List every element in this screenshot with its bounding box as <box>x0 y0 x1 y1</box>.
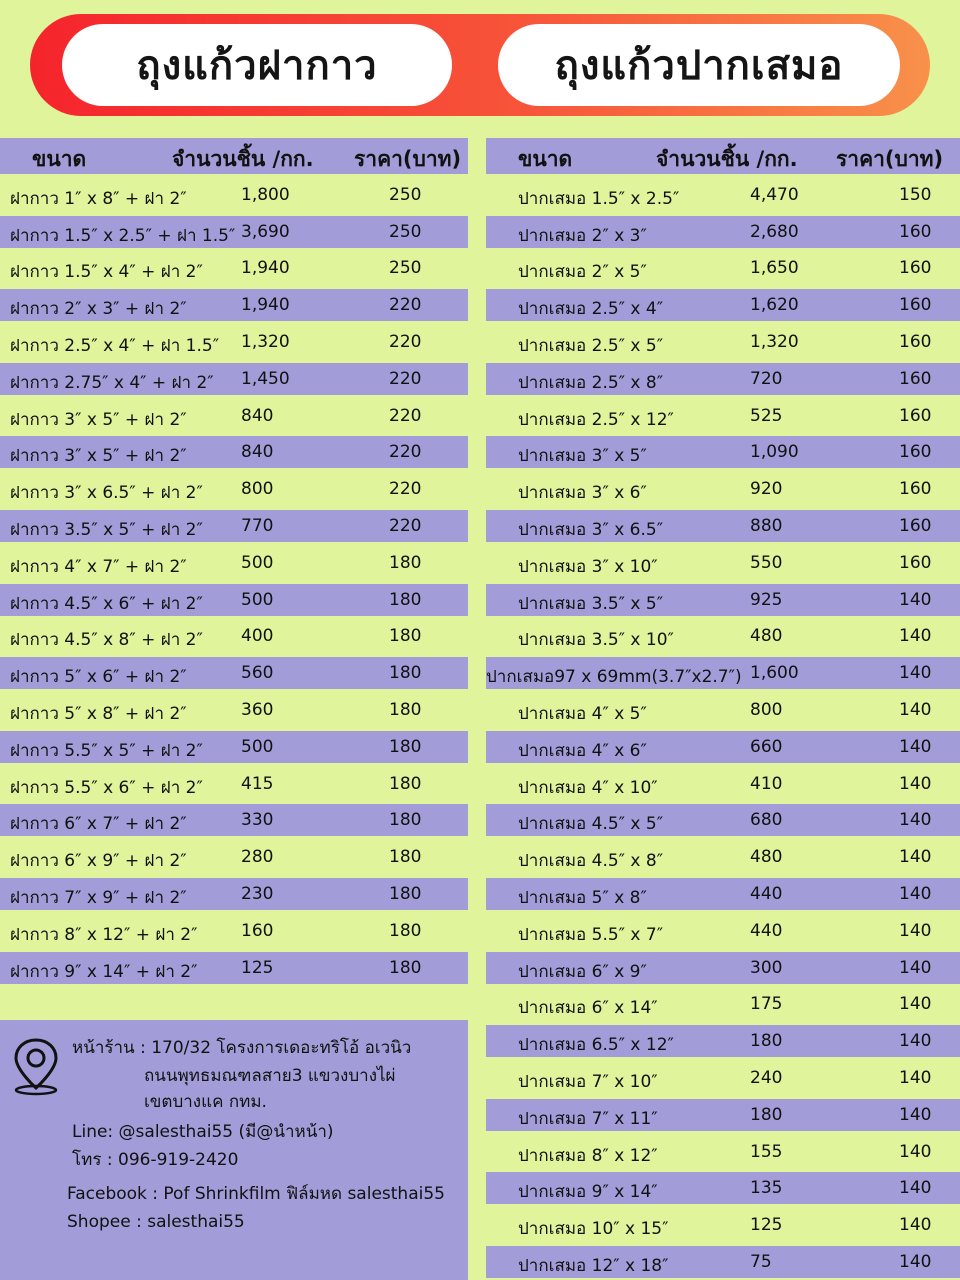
table-row <box>486 400 960 432</box>
cell-size: ฝากาว 5.5″ x 6″ + ฝา 2″ <box>10 777 203 798</box>
cell-size: ปากเสมอ 8″ x 12″ <box>518 1145 658 1166</box>
cell-price: 140 <box>899 1178 932 1199</box>
cell-size: ปากเสมอ 4.5″ x 5″ <box>518 814 664 835</box>
cell-qty: 1,800 <box>241 184 290 205</box>
cell-size: ปากเสมอ 4.5″ x 8″ <box>518 851 664 872</box>
table-row <box>0 620 468 652</box>
cell-size: ปากเสมอ 6″ x 14″ <box>518 998 658 1019</box>
cell-price: 160 <box>899 368 932 389</box>
cell-qty: 175 <box>750 994 783 1015</box>
cell-price: 140 <box>899 994 932 1015</box>
cell-qty: 1,320 <box>750 331 799 352</box>
cell-size: ปากเสมอ 12″ x 18″ <box>518 1255 669 1276</box>
cell-qty: 1,940 <box>241 295 290 316</box>
cell-price: 140 <box>899 1215 932 1236</box>
cell-size: ปากเสมอ 3″ x 5″ <box>518 446 647 467</box>
shopee-shop: Shopee : salesthai55 <box>67 1212 245 1232</box>
cell-qty: 1,940 <box>241 258 290 279</box>
cell-qty: 400 <box>241 626 274 647</box>
table-row <box>486 1246 960 1278</box>
cell-size: ปากเสมอ 7″ x 10″ <box>518 1071 658 1092</box>
cell-price: 140 <box>899 1141 932 1162</box>
cell-qty: 560 <box>241 663 274 684</box>
cell-price: 140 <box>899 810 932 831</box>
cell-price: 180 <box>389 736 422 757</box>
cell-price: 160 <box>899 515 932 536</box>
table-row <box>0 584 468 616</box>
title-flat-open-bags: ถุงแก้วปากเสมอ <box>498 24 900 106</box>
table-row <box>0 694 468 726</box>
cell-price: 160 <box>899 552 932 573</box>
cell-size: ปากเสมอ 4″ x 10″ <box>518 777 658 798</box>
table-row <box>0 915 468 947</box>
cell-size: ฝากาว 5.5″ x 5″ + ฝา 2″ <box>10 740 203 761</box>
cell-price: 220 <box>389 331 422 352</box>
cell-size: ปากเสมอ 1.5″ x 2.5″ <box>518 188 680 209</box>
cell-size: ปากเสมอ 2.5″ x 12″ <box>518 409 674 430</box>
header-price: ราคา(บาท) <box>836 147 944 171</box>
cell-qty: 880 <box>750 515 783 536</box>
cell-price: 160 <box>899 331 932 352</box>
cell-qty: 1,600 <box>750 663 799 684</box>
table-row <box>486 510 960 542</box>
cell-price: 180 <box>389 847 422 868</box>
line-id: Line: @salesthai55 (มี@นำหน้า) <box>72 1122 334 1142</box>
cell-price: 140 <box>899 736 932 757</box>
cell-price: 160 <box>899 479 932 500</box>
table-row <box>486 1025 960 1057</box>
table-row <box>486 1062 960 1094</box>
cell-qty: 1,320 <box>241 331 290 352</box>
cell-qty: 500 <box>241 552 274 573</box>
header-qty: จำนวนชิ้น /กก. <box>172 147 314 171</box>
cell-size: ปากเสมอ 5″ x 8″ <box>518 887 647 908</box>
flat-open-price-table <box>486 138 960 1278</box>
table-row <box>486 473 960 505</box>
cell-qty: 75 <box>750 1251 772 1272</box>
cell-price: 180 <box>389 920 422 941</box>
cell-size: ปากเสมอ 5.5″ x 7″ <box>518 924 664 945</box>
store-address-line-3: เขตบางแค กทม. <box>144 1092 267 1112</box>
table-row <box>486 584 960 616</box>
table-row <box>486 620 960 652</box>
cell-price: 140 <box>899 1067 932 1088</box>
cell-size: ปากเสมอ 2.5″ x 8″ <box>518 372 664 393</box>
cell-price: 160 <box>899 221 932 242</box>
cell-price: 160 <box>899 258 932 279</box>
table-row <box>486 252 960 284</box>
cell-qty: 230 <box>241 883 274 904</box>
cell-price: 140 <box>899 589 932 610</box>
table-row <box>486 731 960 763</box>
cell-price: 180 <box>389 699 422 720</box>
facebook-page: Facebook : Pof Shrinkfilm ฟิล์มหด salesthai55 <box>67 1184 445 1204</box>
cell-qty: 415 <box>241 773 274 794</box>
header-size: ขนาด <box>32 147 87 171</box>
table-row <box>486 694 960 726</box>
cell-qty: 720 <box>750 368 783 389</box>
cell-size: ฝากาว 1.5″ x 2.5″ + ฝา 1.5″ <box>10 225 236 246</box>
table-row <box>0 363 468 395</box>
cell-qty: 2,680 <box>750 221 799 242</box>
cell-size: ปากเสมอ 9″ x 14″ <box>518 1182 658 1203</box>
table-header <box>486 138 960 174</box>
cell-qty: 800 <box>750 699 783 720</box>
cell-size: ปากเสมอ 4″ x 6″ <box>518 740 647 761</box>
cell-price: 140 <box>899 920 932 941</box>
cell-qty: 680 <box>750 810 783 831</box>
location-pin-icon <box>10 1036 62 1096</box>
table-row <box>0 436 468 468</box>
cell-size: ปากเสมอ 3.5″ x 5″ <box>518 593 664 614</box>
cell-price: 180 <box>389 626 422 647</box>
table-row <box>486 1209 960 1241</box>
cell-qty: 660 <box>750 736 783 757</box>
cell-qty: 410 <box>750 773 783 794</box>
cell-size: ฝากาว 2″ x 3″ + ฝา 2″ <box>10 299 187 320</box>
table-row <box>486 841 960 873</box>
cell-price: 140 <box>899 883 932 904</box>
cell-size: ปากเสมอ 4″ x 5″ <box>518 703 647 724</box>
cell-price: 220 <box>389 295 422 316</box>
table-row <box>0 510 468 542</box>
cell-price: 150 <box>899 184 932 205</box>
cell-price: 250 <box>389 184 422 205</box>
table-row <box>0 731 468 763</box>
cell-price: 250 <box>389 258 422 279</box>
table-row <box>486 363 960 395</box>
table-row <box>486 289 960 321</box>
cell-size: ฝากาว 5″ x 6″ + ฝา 2″ <box>10 667 187 688</box>
title-banner <box>30 14 930 116</box>
cell-size: ปากเสมอ 3″ x 6″ <box>518 483 647 504</box>
store-address-line-2: ถนนพุทธมณฑลสาย3 แขวงบางไผ่ <box>144 1066 396 1086</box>
cell-qty: 480 <box>750 847 783 868</box>
table-row <box>0 252 468 284</box>
cell-size: ปากเสมอ 2″ x 3″ <box>518 225 647 246</box>
cell-size: ฝากาว 2.75″ x 4″ + ฝา 2″ <box>10 372 214 393</box>
cell-price: 180 <box>389 663 422 684</box>
cell-price: 220 <box>389 479 422 500</box>
cell-qty: 125 <box>750 1215 783 1236</box>
cell-qty: 1,650 <box>750 258 799 279</box>
cell-size: ฝากาว 5″ x 8″ + ฝา 2″ <box>10 703 187 724</box>
cell-size: ฝากาว 8″ x 12″ + ฝา 2″ <box>10 924 198 945</box>
table-row <box>486 1136 960 1168</box>
cell-qty: 240 <box>750 1067 783 1088</box>
cell-qty: 4,470 <box>750 184 799 205</box>
cell-size: ปากเสมอ 6″ x 9″ <box>518 961 647 982</box>
cell-price: 250 <box>389 221 422 242</box>
cell-size: ฝากาว 3″ x 5″ + ฝา 2″ <box>10 446 187 467</box>
table-row <box>486 547 960 579</box>
cell-size: ปากเสมอ 2″ x 5″ <box>518 262 647 283</box>
cell-size: ปากเสมอ 10″ x 15″ <box>518 1219 669 1240</box>
table-row <box>486 768 960 800</box>
table-row <box>0 326 468 358</box>
contact-panel <box>0 1020 468 1280</box>
table-row <box>0 179 468 211</box>
cell-qty: 280 <box>241 847 274 868</box>
cell-qty: 800 <box>241 479 274 500</box>
cell-size: ฝากาว 3″ x 6.5″ + ฝา 2″ <box>10 483 203 504</box>
cell-price: 220 <box>389 405 422 426</box>
cell-qty: 180 <box>750 1104 783 1125</box>
header-size: ขนาด <box>518 147 573 171</box>
cell-qty: 155 <box>750 1141 783 1162</box>
cell-price: 160 <box>899 442 932 463</box>
cell-size: ฝากาว 6″ x 7″ + ฝา 2″ <box>10 814 187 835</box>
cell-qty: 330 <box>241 810 274 831</box>
cell-size: ฝากาว 1.5″ x 4″ + ฝา 2″ <box>10 262 203 283</box>
table-row <box>0 400 468 432</box>
cell-size: ฝากาว 4″ x 7″ + ฝา 2″ <box>10 556 187 577</box>
cell-price: 140 <box>899 626 932 647</box>
header-qty: จำนวนชิ้น /กก. <box>656 147 798 171</box>
cell-qty: 920 <box>750 479 783 500</box>
cell-price: 220 <box>389 442 422 463</box>
cell-price: 220 <box>389 515 422 536</box>
cell-size: ฝากาว 3.5″ x 5″ + ฝา 2″ <box>10 519 203 540</box>
cell-price: 180 <box>389 773 422 794</box>
cell-price: 140 <box>899 1251 932 1272</box>
cell-size: ฝากาว 2.5″ x 4″ + ฝา 1.5″ <box>10 335 220 356</box>
title-glue-flap-bags: ถุงแก้วฝากาว <box>62 24 452 106</box>
cell-size: ปากเสมอ 3″ x 10″ <box>518 556 658 577</box>
cell-size: ปากเสมอ 6.5″ x 12″ <box>518 1035 674 1056</box>
table-row <box>486 1172 960 1204</box>
cell-qty: 135 <box>750 1178 783 1199</box>
phone-number: โทร : 096-919-2420 <box>72 1150 239 1170</box>
cell-price: 140 <box>899 847 932 868</box>
table-row <box>486 952 960 984</box>
cell-price: 140 <box>899 773 932 794</box>
cell-size: ฝากาว 4.5″ x 6″ + ฝา 2″ <box>10 593 203 614</box>
cell-qty: 1,450 <box>241 368 290 389</box>
cell-qty: 1,090 <box>750 442 799 463</box>
cell-price: 160 <box>899 295 932 316</box>
cell-price: 180 <box>389 589 422 610</box>
glue-flap-price-table <box>0 138 468 984</box>
cell-price: 180 <box>389 883 422 904</box>
cell-size: ฝากาว 4.5″ x 8″ + ฝา 2″ <box>10 630 203 651</box>
cell-size: ฝากาว 7″ x 9″ + ฝา 2″ <box>10 887 187 908</box>
table-row <box>0 878 468 910</box>
cell-qty: 440 <box>750 920 783 941</box>
cell-qty: 440 <box>750 883 783 904</box>
table-row <box>0 289 468 321</box>
cell-qty: 925 <box>750 589 783 610</box>
cell-qty: 525 <box>750 405 783 426</box>
cell-size: ปากเสมอ97 x 69mm(3.7″x2.7″) <box>486 667 742 688</box>
cell-size: ปากเสมอ 2.5″ x 5″ <box>518 335 664 356</box>
cell-price: 180 <box>389 957 422 978</box>
store-address-line-1: หน้าร้าน : 170/32 โครงการเดอะทริโอ้ อเวนิว <box>72 1038 412 1058</box>
table-row <box>0 804 468 836</box>
table-row <box>486 988 960 1020</box>
cell-qty: 300 <box>750 957 783 978</box>
cell-qty: 160 <box>241 920 274 941</box>
cell-price: 180 <box>389 552 422 573</box>
cell-price: 140 <box>899 957 932 978</box>
cell-qty: 1,620 <box>750 295 799 316</box>
table-header <box>0 138 468 174</box>
cell-qty: 770 <box>241 515 274 536</box>
cell-qty: 840 <box>241 442 274 463</box>
cell-qty: 180 <box>750 1031 783 1052</box>
cell-qty: 550 <box>750 552 783 573</box>
cell-qty: 500 <box>241 589 274 610</box>
cell-price: 220 <box>389 368 422 389</box>
cell-size: ปากเสมอ 7″ x 11″ <box>518 1108 658 1129</box>
table-row <box>0 657 468 689</box>
table-row <box>486 326 960 358</box>
cell-price: 160 <box>899 405 932 426</box>
table-row <box>486 915 960 947</box>
cell-qty: 480 <box>750 626 783 647</box>
cell-price: 180 <box>389 810 422 831</box>
table-row <box>0 547 468 579</box>
cell-size: ปากเสมอ 3.5″ x 10″ <box>518 630 674 651</box>
cell-qty: 125 <box>241 957 274 978</box>
cell-size: ปากเสมอ 2.5″ x 4″ <box>518 299 664 320</box>
table-row <box>486 657 960 689</box>
cell-price: 140 <box>899 699 932 720</box>
table-row <box>486 179 960 211</box>
cell-size: ฝากาว 3″ x 5″ + ฝา 2″ <box>10 409 187 430</box>
cell-size: ฝากาว 1″ x 8″ + ฝา 2″ <box>10 188 187 209</box>
table-row <box>0 952 468 984</box>
cell-size: ฝากาว 9″ x 14″ + ฝา 2″ <box>10 961 198 982</box>
cell-qty: 500 <box>241 736 274 757</box>
table-row <box>486 804 960 836</box>
table-row <box>0 216 468 248</box>
cell-price: 140 <box>899 663 932 684</box>
table-row <box>486 216 960 248</box>
cell-qty: 840 <box>241 405 274 426</box>
table-row <box>486 878 960 910</box>
table-row <box>0 768 468 800</box>
cell-price: 140 <box>899 1104 932 1125</box>
table-row <box>0 841 468 873</box>
cell-size: ฝากาว 6″ x 9″ + ฝา 2″ <box>10 851 187 872</box>
cell-size: ปากเสมอ 3″ x 6.5″ <box>518 519 664 540</box>
table-row <box>486 1099 960 1131</box>
cell-qty: 360 <box>241 699 274 720</box>
cell-qty: 3,690 <box>241 221 290 242</box>
header-price: ราคา(บาท) <box>354 147 462 171</box>
cell-price: 140 <box>899 1031 932 1052</box>
table-row <box>486 436 960 468</box>
table-row <box>0 473 468 505</box>
